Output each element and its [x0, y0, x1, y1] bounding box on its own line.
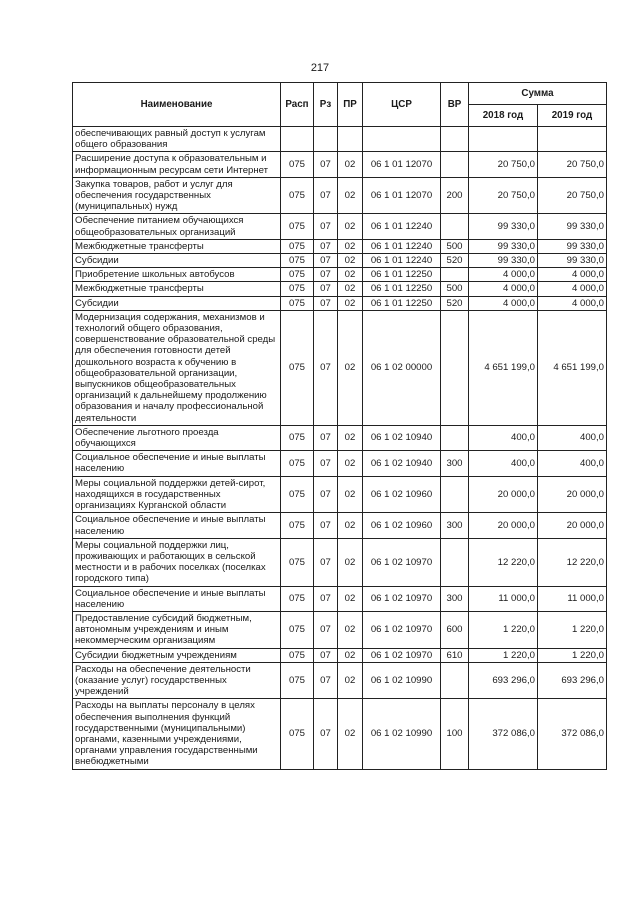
cell-2019: 4 651 199,0: [538, 310, 607, 425]
cell-pr: 02: [338, 152, 363, 177]
cell-name: Меры социальной поддержки детей-сирот, находящихся в государственных организациях Курганской области: [73, 476, 281, 513]
cell-vr: [441, 310, 469, 425]
table-header: [73, 83, 607, 127]
cell-rasp: 075: [281, 451, 314, 476]
cell-rasp: 075: [281, 177, 314, 214]
cell-2019: 372 086,0: [538, 699, 607, 769]
cell-rasp: 075: [281, 476, 314, 513]
header-csr: ЦСР: [363, 83, 441, 127]
table-row: [73, 662, 607, 699]
cell-2018: 400,0: [469, 425, 538, 450]
cell-name: Обеспечение питанием обучающихся общеобразовательных организаций: [73, 214, 281, 239]
cell-csr: 06 1 01 12240: [363, 254, 441, 268]
cell-rz: 07: [314, 662, 338, 699]
cell-csr: 06 1 02 10970: [363, 648, 441, 662]
cell-pr: 02: [338, 177, 363, 214]
cell-2018: 20 000,0: [469, 476, 538, 513]
cell-csr: 06 1 02 10940: [363, 451, 441, 476]
cell-csr: 06 1 02 10940: [363, 425, 441, 450]
cell-csr: 06 1 02 10970: [363, 538, 441, 586]
cell-pr: 02: [338, 214, 363, 239]
table-row: [73, 268, 607, 282]
cell-2019: [538, 127, 607, 152]
cell-rz: 07: [314, 451, 338, 476]
cell-vr: 520: [441, 254, 469, 268]
cell-csr: 06 1 01 12250: [363, 296, 441, 310]
cell-2019: 400,0: [538, 425, 607, 450]
cell-2019: 1 220,0: [538, 611, 607, 648]
cell-csr: 06 1 02 00000: [363, 310, 441, 425]
cell-vr: 610: [441, 648, 469, 662]
cell-name: Предоставление субсидий бюджетным, автономным учреждениям и иным некоммерческим организациям: [73, 611, 281, 648]
table-row: [73, 127, 607, 152]
cell-rasp: 075: [281, 310, 314, 425]
cell-2018: 4 000,0: [469, 282, 538, 296]
header-rz: Рз: [314, 83, 338, 127]
cell-pr: 02: [338, 451, 363, 476]
cell-vr: 300: [441, 586, 469, 611]
cell-rz: 07: [314, 152, 338, 177]
cell-2019: 1 220,0: [538, 648, 607, 662]
cell-pr: 02: [338, 310, 363, 425]
cell-2018: 4 651 199,0: [469, 310, 538, 425]
table-row: [73, 476, 607, 513]
cell-name: Субсидии: [73, 296, 281, 310]
cell-pr: 02: [338, 648, 363, 662]
cell-2018: 1 220,0: [469, 611, 538, 648]
table-row: [73, 239, 607, 253]
cell-name: Субсидии бюджетным учреждениям: [73, 648, 281, 662]
cell-rz: 07: [314, 513, 338, 538]
cell-rz: 07: [314, 538, 338, 586]
table-body: [73, 127, 607, 770]
cell-vr: [441, 476, 469, 513]
cell-csr: [363, 127, 441, 152]
cell-rz: 07: [314, 699, 338, 769]
cell-2018: 12 220,0: [469, 538, 538, 586]
cell-rasp: 075: [281, 152, 314, 177]
table-row: [73, 513, 607, 538]
cell-2018: 11 000,0: [469, 586, 538, 611]
cell-rz: 07: [314, 586, 338, 611]
cell-csr: 06 1 01 12070: [363, 152, 441, 177]
cell-pr: 02: [338, 425, 363, 450]
cell-vr: [441, 538, 469, 586]
cell-name: Обеспечение льготного проезда обучающихся: [73, 425, 281, 450]
cell-rz: 07: [314, 425, 338, 450]
cell-rasp: 075: [281, 513, 314, 538]
cell-rz: 07: [314, 268, 338, 282]
cell-2018: 693 296,0: [469, 662, 538, 699]
cell-vr: 520: [441, 296, 469, 310]
header-2018: 2018 год: [469, 105, 538, 127]
table-row: [73, 296, 607, 310]
cell-vr: 100: [441, 699, 469, 769]
cell-name: Расширение доступа к образовательным и информационным ресурсам сети Интернет: [73, 152, 281, 177]
cell-2018: 99 330,0: [469, 214, 538, 239]
cell-vr: 200: [441, 177, 469, 214]
cell-rz: 07: [314, 282, 338, 296]
cell-rasp: [281, 127, 314, 152]
cell-2019: 693 296,0: [538, 662, 607, 699]
header-2019: 2019 год: [538, 105, 607, 127]
table-row: [73, 699, 607, 769]
cell-2018: 20 750,0: [469, 177, 538, 214]
cell-name: Закупка товаров, работ и услуг для обеспечения государственных (муниципальных) нужд: [73, 177, 281, 214]
header-pr: ПР: [338, 83, 363, 127]
cell-2018: 99 330,0: [469, 239, 538, 253]
cell-name: Межбюджетные трансферты: [73, 239, 281, 253]
cell-rz: [314, 127, 338, 152]
table-row: [73, 586, 607, 611]
cell-vr: 500: [441, 282, 469, 296]
cell-rasp: 075: [281, 268, 314, 282]
cell-rz: 07: [314, 476, 338, 513]
cell-name: Расходы на выплаты персоналу в целях обеспечения выполнения функций государственными (муниципальными) органами, казенными учреждениями, органами управления государственными внебюджетными: [73, 699, 281, 769]
cell-csr: 06 1 01 12070: [363, 177, 441, 214]
cell-rz: 07: [314, 177, 338, 214]
cell-2019: 99 330,0: [538, 254, 607, 268]
cell-pr: 02: [338, 476, 363, 513]
cell-rasp: 075: [281, 662, 314, 699]
cell-rasp: 075: [281, 699, 314, 769]
cell-pr: 02: [338, 296, 363, 310]
cell-pr: 02: [338, 699, 363, 769]
cell-vr: [441, 268, 469, 282]
cell-rasp: 075: [281, 586, 314, 611]
cell-2019: 20 750,0: [538, 177, 607, 214]
cell-2018: 1 220,0: [469, 648, 538, 662]
table-row: [73, 538, 607, 586]
cell-rasp: 075: [281, 282, 314, 296]
cell-name: Субсидии: [73, 254, 281, 268]
cell-rz: 07: [314, 611, 338, 648]
cell-pr: 02: [338, 239, 363, 253]
cell-2019: 4 000,0: [538, 268, 607, 282]
cell-rz: 07: [314, 239, 338, 253]
table-row: [73, 611, 607, 648]
table-row: [73, 152, 607, 177]
cell-2019: 20 000,0: [538, 476, 607, 513]
cell-pr: 02: [338, 254, 363, 268]
cell-csr: 06 1 01 12250: [363, 282, 441, 296]
cell-name: Социальное обеспечение и иные выплаты населению: [73, 513, 281, 538]
cell-rz: 07: [314, 310, 338, 425]
cell-2018: [469, 127, 538, 152]
table-row: [73, 254, 607, 268]
header-rasp: Расп: [281, 83, 314, 127]
cell-rasp: 075: [281, 648, 314, 662]
table-row: [73, 648, 607, 662]
cell-pr: 02: [338, 611, 363, 648]
cell-name: обеспечивающих равный доступ к услугам общего образования: [73, 127, 281, 152]
cell-pr: 02: [338, 513, 363, 538]
cell-vr: [441, 152, 469, 177]
cell-vr: 600: [441, 611, 469, 648]
cell-rasp: 075: [281, 611, 314, 648]
cell-rz: 07: [314, 296, 338, 310]
cell-pr: 02: [338, 268, 363, 282]
cell-2019: 400,0: [538, 451, 607, 476]
cell-rasp: 075: [281, 425, 314, 450]
budget-table: [72, 82, 607, 770]
cell-vr: [441, 127, 469, 152]
cell-rz: 07: [314, 254, 338, 268]
cell-name: Приобретение школьных автобусов: [73, 268, 281, 282]
cell-rasp: 075: [281, 296, 314, 310]
table-row: [73, 451, 607, 476]
cell-pr: 02: [338, 538, 363, 586]
cell-csr: 06 1 02 10970: [363, 611, 441, 648]
page-number: 217: [310, 62, 330, 74]
cell-vr: [441, 425, 469, 450]
cell-2018: 20 750,0: [469, 152, 538, 177]
cell-2018: 372 086,0: [469, 699, 538, 769]
cell-csr: 06 1 02 10960: [363, 476, 441, 513]
cell-2019: 99 330,0: [538, 239, 607, 253]
header-name: Наименование: [73, 83, 281, 127]
table-row: [73, 310, 607, 425]
cell-rz: 07: [314, 214, 338, 239]
cell-rasp: 075: [281, 254, 314, 268]
cell-2019: 11 000,0: [538, 586, 607, 611]
cell-name: Расходы на обеспечение деятельности (оказание услуг) государственных учреждений: [73, 662, 281, 699]
cell-vr: [441, 214, 469, 239]
cell-name: Межбюджетные трансферты: [73, 282, 281, 296]
cell-2019: 20 750,0: [538, 152, 607, 177]
cell-name: Меры социальной поддержки лиц, проживающих и работающих в сельской местности и в рабочих поселках (поселках городского типа): [73, 538, 281, 586]
table-row: [73, 177, 607, 214]
cell-csr: 06 1 02 10970: [363, 586, 441, 611]
table-row: [73, 282, 607, 296]
cell-csr: 06 1 01 12250: [363, 268, 441, 282]
table-row: [73, 214, 607, 239]
cell-2019: 4 000,0: [538, 296, 607, 310]
cell-rasp: 075: [281, 214, 314, 239]
cell-pr: 02: [338, 586, 363, 611]
cell-csr: 06 1 01 12240: [363, 239, 441, 253]
header-sum: Сумма: [469, 83, 607, 105]
cell-pr: 02: [338, 662, 363, 699]
cell-2019: 4 000,0: [538, 282, 607, 296]
cell-vr: 500: [441, 239, 469, 253]
cell-2018: 20 000,0: [469, 513, 538, 538]
cell-csr: 06 1 02 10990: [363, 699, 441, 769]
cell-name: Социальное обеспечение и иные выплаты населению: [73, 586, 281, 611]
cell-rasp: 075: [281, 538, 314, 586]
cell-rasp: 075: [281, 239, 314, 253]
cell-vr: 300: [441, 513, 469, 538]
cell-csr: 06 1 01 12240: [363, 214, 441, 239]
cell-2019: 20 000,0: [538, 513, 607, 538]
cell-csr: 06 1 02 10990: [363, 662, 441, 699]
cell-rz: 07: [314, 648, 338, 662]
cell-2018: 4 000,0: [469, 268, 538, 282]
cell-2019: 12 220,0: [538, 538, 607, 586]
cell-pr: 02: [338, 282, 363, 296]
header-vr: ВР: [441, 83, 469, 127]
cell-pr: [338, 127, 363, 152]
cell-2019: 99 330,0: [538, 214, 607, 239]
cell-2018: 400,0: [469, 451, 538, 476]
cell-csr: 06 1 02 10960: [363, 513, 441, 538]
cell-name: Модернизация содержания, механизмов и технологий общего образования, совершенствование образовательной среды для обеспечения готовности детей дошкольного возраста к обучению в общеобразовательной организации, выпускников общеобразовательных организаций к дальнейшему продолжению образования и началу профессиональной деятельности: [73, 310, 281, 425]
cell-2018: 99 330,0: [469, 254, 538, 268]
cell-vr: 300: [441, 451, 469, 476]
cell-name: Социальное обеспечение и иные выплаты населению: [73, 451, 281, 476]
cell-2018: 4 000,0: [469, 296, 538, 310]
cell-vr: [441, 662, 469, 699]
table-row: [73, 425, 607, 450]
